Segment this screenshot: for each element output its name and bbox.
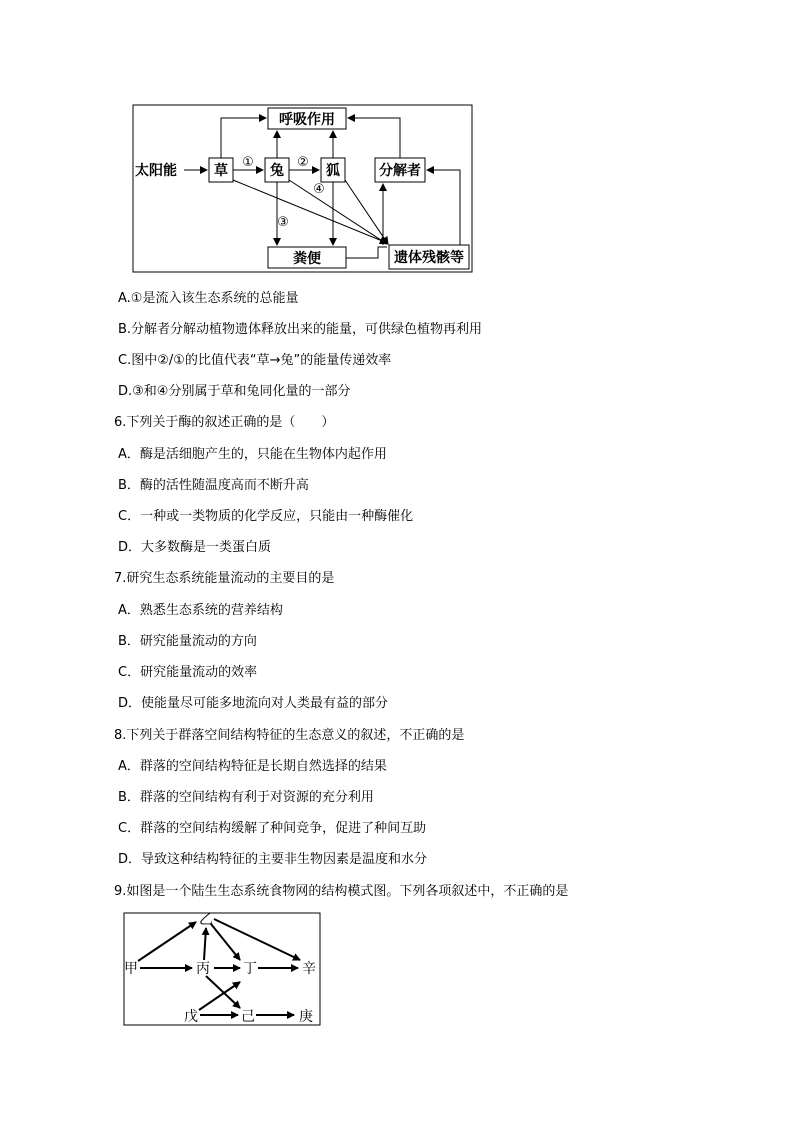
- q7-option-b: B．研究能量流动的方向: [118, 634, 257, 649]
- decomposer-label: 分解者: [379, 163, 421, 179]
- flow-label-4: ④: [313, 182, 325, 197]
- q9-stem: 9.如图是一个陆生生态系统食物网的结构模式图。下列各项叙述中，不正确的是: [114, 884, 569, 899]
- q7-option-c: C．研究能量流动的效率: [118, 665, 258, 680]
- flow-label-1: ①: [242, 155, 254, 170]
- sun-label: 太阳能: [135, 163, 177, 179]
- q7-stem: 7.研究生态系统能量流动的主要目的是: [114, 571, 335, 586]
- q7-option-d: D．使能量尽可能多地流向对人类最有益的部分: [118, 696, 389, 711]
- q6-option-c: C．一种或一类物质的化学反应，只能由一种酶催化: [118, 509, 414, 524]
- q6-stem: 6.下列关于酶的叙述正确的是（ ）: [114, 415, 335, 430]
- q6-option-a: A．酶是活细胞产生的，只能在生物体内起作用: [118, 447, 387, 462]
- q5-option-a: A.①是流入该生态系统的总能量: [118, 291, 299, 306]
- node-ji: 己: [241, 1009, 255, 1025]
- flow-label-2: ②: [297, 155, 309, 170]
- node-jia: 甲: [124, 961, 138, 977]
- node-wu: 戊: [184, 1009, 198, 1025]
- q8-option-a: A．群落的空间结构特征是长期自然选择的结果: [118, 759, 387, 774]
- q8-stem: 8.下列关于群落空间结构特征的生态意义的叙述，不正确的是: [114, 728, 465, 743]
- q8-option-c: C．群落的空间结构缓解了种间竞争，促进了种间互助: [118, 821, 427, 836]
- q8-option-d: D．导致这种结构特征的主要非生物因素是温度和水分: [118, 852, 428, 867]
- feces-label: 粪便: [293, 251, 321, 267]
- node-bing: 丙: [196, 961, 210, 977]
- grass-label: 草: [214, 163, 228, 179]
- q7-option-a: A．熟悉生态系统的营养结构: [118, 603, 283, 618]
- respiration-label: 呼吸作用: [279, 112, 335, 128]
- node-yi: 乙: [199, 912, 213, 928]
- q5-option-b: B.分解者分解动植物遗体释放出来的能量，可供绿色植物再利用: [118, 322, 483, 337]
- fox-label: 狐: [326, 163, 340, 179]
- q5-option-c: C.图中②/①的比值代表“草→兔”的能量传递效率: [118, 353, 392, 368]
- food-web-arrows: [138, 919, 300, 1015]
- flow-label-3: ③: [277, 215, 289, 230]
- remains-label: 遗体残骸等: [394, 250, 464, 266]
- q8-option-b: B．群落的空间结构有利于对资源的充分利用: [118, 790, 374, 805]
- q6-option-d: D．大多数酶是一类蛋白质: [118, 540, 272, 555]
- node-ding: 丁: [243, 961, 257, 977]
- node-xin: 辛: [302, 961, 316, 977]
- rabbit-label: 兔: [270, 163, 284, 179]
- node-geng: 庚: [299, 1009, 313, 1025]
- q5-option-d: D.③和④分别属于草和兔同化量的一部分: [118, 384, 351, 399]
- q6-option-b: B．酶的活性随温度高而不断升高: [118, 478, 309, 493]
